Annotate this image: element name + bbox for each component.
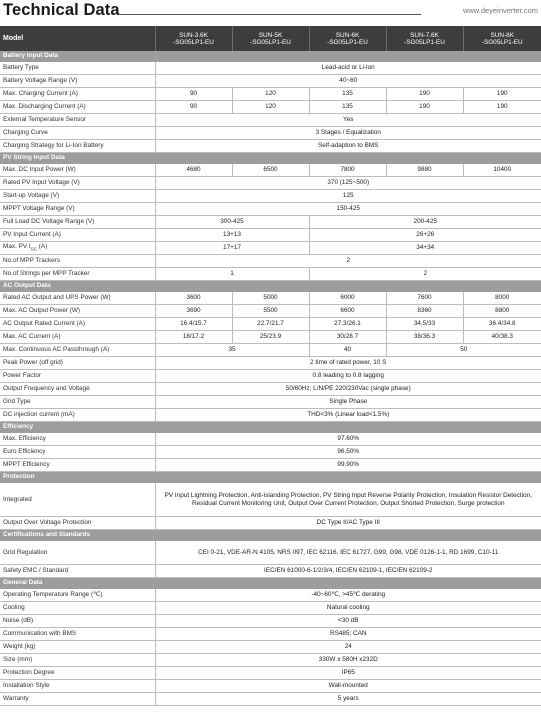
spec-row [0,383,541,396]
spec-value: 25/23.9 [232,331,309,344]
spec-label-text: Cooling [3,603,25,611]
section-header-row [0,51,541,62]
spec-label-text: Safety EMC / Standard [3,566,69,574]
spec-row [0,409,541,422]
spec-value: 90 [155,88,232,101]
spec-row [0,216,541,229]
spec-value: DC Type II/AC Type III [155,517,541,530]
spec-value: 38/36.3 [386,331,463,344]
section-title: AC Output Data [0,281,541,293]
spec-row [0,318,541,331]
spec-value: 35 [155,344,309,357]
spec-label-text: Warranty [3,694,29,702]
spec-label [0,409,155,422]
spec-row [0,667,541,680]
spec-label-unit: (A) [36,242,48,250]
spec-label [0,396,155,409]
spec-label [0,242,155,255]
section-header-row [0,530,541,542]
spec-value: Self-adaption to BMS [155,140,541,153]
spec-row [0,164,541,177]
spec-label-text: Full Load DC Voltage Range (V) [3,217,95,225]
model-header-cell [155,26,232,51]
spec-value: RS485; CAN [155,628,541,641]
spec-row [0,177,541,190]
model-header-cell [309,26,386,51]
spec-label-text: AC Output Rated Current (A) [3,319,86,327]
spec-label [0,589,155,602]
spec-value: 40~60 [155,75,541,88]
spec-label [0,459,155,472]
spec-row [0,305,541,318]
spec-value: 7800 [309,164,386,177]
spec-row [0,331,541,344]
spec-label [0,127,155,140]
model-name: SUN-3.6K [179,31,208,39]
spec-value: 125 [155,190,541,203]
spec-label-text: Start-up Voltage (V) [3,191,60,199]
spec-label-text: Power Factor [3,371,42,379]
spec-label [0,344,155,357]
spec-value: 2 time of rated power, 10 S [155,357,541,370]
spec-label-text: Max. AC Current (A) [3,332,61,340]
spec-label-text: MPPT Efficiency [3,460,50,468]
spec-row [0,255,541,268]
spec-label-text: Battery Type [3,63,39,71]
spec-value: 8360 [386,305,463,318]
spec-value: 8000 [463,292,541,305]
model-header-cell [463,26,541,51]
spec-label [0,667,155,680]
spec-value: 40/38.3 [463,331,541,344]
spec-label-text: External Temperature Sensor [3,115,87,123]
spec-label [0,433,155,446]
spec-row [0,615,541,628]
spec-label [0,615,155,628]
spec-value: 50/60Hz; L/N/PE 220/230Vac (single phase) [155,383,541,396]
spec-value: 90 [155,101,232,114]
section-title: PV String Input Data [0,153,541,165]
spec-label-text: Battery Voltage Range (V) [3,76,78,84]
spec-label-text: PV Input Current (A) [3,230,61,238]
spec-label-text: Output Frequency and Voltage [3,384,90,392]
spec-value: THD<3% (Linear load<1.5%) [155,409,541,422]
spec-row [0,140,541,153]
model-header-label: Model [0,26,155,51]
spec-value: 0.8 leading to 0.8 lagging [155,370,541,383]
spec-value: 190 [463,101,541,114]
model-suffix: -SG05LP1-EU [481,38,523,46]
spec-value: 300-425 [155,216,309,229]
spec-value: 3600 [155,292,232,305]
spec-value: 50 [386,344,541,357]
spec-label [0,292,155,305]
spec-value: Natural cooling [155,602,541,615]
spec-label [0,517,155,530]
spec-row [0,190,541,203]
model-header-cell [386,26,463,51]
section-header-row [0,281,541,293]
spec-label [0,268,155,281]
section-header-row [0,472,541,484]
spec-label [0,216,155,229]
page-title: Technical Data [3,1,120,19]
page-header [0,0,541,26]
spec-value: IP65 [155,667,541,680]
spec-value: 135 [309,101,386,114]
spec-label-text: Installation Style [3,681,50,689]
section-title: General Data [0,578,541,590]
spec-label [0,628,155,641]
spec-value: 22.7/21.7 [232,318,309,331]
spec-label-text: Max. Charging Current (A) [3,89,78,97]
spec-row [0,628,541,641]
spec-row [0,62,541,75]
spec-label-text: Rated PV Input Voltage (V) [3,178,80,186]
spec-label [0,654,155,667]
spec-row [0,203,541,216]
spec-label-text: Max. PV I [3,242,31,250]
spec-label-text: DC injection current (mA) [3,410,75,418]
spec-label-text: Protection Degree [3,668,55,676]
spec-value: 6600 [309,305,386,318]
spec-value: 10400 [463,164,541,177]
spec-label [0,383,155,396]
model-suffix: -SG05LP1-EU [404,38,445,46]
section-header-row [0,422,541,434]
spec-label-text: Integrated [3,495,32,503]
spec-label-text: Max. Discharging Current (A) [3,102,86,110]
spec-label-text: Max. Efficiency [3,434,46,442]
spec-label [0,541,155,565]
spec-label [0,693,155,706]
spec-value: PV Input Lightning Protection, Anti-islanding Protection, PV String Input Reverse Polarity Protection, Insulation Resistor Detection, Residual Current Monitoring Unit, Output Over Current Protection, Output Shorted Protection, Surge protection [155,483,541,517]
spec-row [0,127,541,140]
spec-label-text: Grid Regulation [3,548,48,556]
spec-label [0,101,155,114]
spec-label [0,680,155,693]
spec-label [0,318,155,331]
spec-label [0,88,155,101]
tech-data-table [0,26,541,706]
spec-label-text: MPPT Voltage Range (V) [3,204,75,212]
spec-label [0,357,155,370]
spec-label-text: Euro Efficiency [3,447,46,455]
spec-label-text: No.of MPP Trackers [3,256,61,264]
spec-value: 330W x 580H x232D [155,654,541,667]
spec-value: 8800 [463,305,541,318]
spec-value: 97.60% [155,433,541,446]
spec-row [0,483,541,517]
spec-value: 6000 [309,292,386,305]
spec-value: 17+17 [155,242,309,255]
spec-label [0,75,155,88]
spec-row [0,433,541,446]
spec-row [0,641,541,654]
spec-value: 5 years [155,693,541,706]
website-url: www.deyeinverter.com [462,6,538,15]
section-title: Efficiency [0,422,541,434]
spec-value: 190 [463,88,541,101]
spec-label-text: Size (mm) [3,655,33,663]
spec-label [0,255,155,268]
spec-row [0,654,541,667]
spec-label [0,370,155,383]
spec-row [0,602,541,615]
spec-row [0,344,541,357]
spec-label [0,114,155,127]
spec-label [0,229,155,242]
section-title: Battery Input Data [0,51,541,62]
spec-value: 40 [309,344,386,357]
spec-row [0,268,541,281]
model-header-row [0,26,541,51]
spec-value: IEC/EN 61000-6-1/2/3/4, IEC/EN 62109-1, IEC/EN 62109-2 [155,565,541,578]
spec-value: 1 [155,268,309,281]
spec-row [0,396,541,409]
spec-value: 370 (125~500) [155,177,541,190]
spec-value: 5000 [232,292,309,305]
spec-value: 18/17.2 [155,331,232,344]
section-header-row [0,578,541,590]
spec-label-text: Noise (dB) [3,616,34,624]
spec-value: <30 dB [155,615,541,628]
spec-value: Lead-acid or Li-lon [155,62,541,75]
spec-value: 30/28.7 [309,331,386,344]
spec-row [0,229,541,242]
spec-label-text: Output Over Voltage Protection [3,518,92,526]
model-name: SUN-6K [335,31,360,39]
spec-value: 13+13 [155,229,309,242]
spec-value: 2 [309,268,541,281]
spec-value: 5500 [232,305,309,318]
section-title: Certifications and Standards [0,530,541,542]
spec-value: 150-425 [155,203,541,216]
model-name: SUN-7.6K [410,31,439,39]
model-header-cell [232,26,309,51]
spec-value: 26+26 [309,229,541,242]
spec-label-text: Max. DC Input Power (W) [3,165,76,173]
spec-row [0,693,541,706]
spec-body [0,51,541,706]
spec-value: 135 [309,88,386,101]
section-title: Protection [0,472,541,484]
spec-value: Yes [155,114,541,127]
spec-row [0,88,541,101]
spec-row [0,517,541,530]
spec-value: 120 [232,88,309,101]
spec-label-text: Charging Strategy for Li-Ion Battery [3,141,104,149]
model-suffix: -SG05LP1-EU [327,38,368,46]
spec-label [0,565,155,578]
section-header-row [0,153,541,165]
spec-label [0,177,155,190]
model-name: SUN-8K [490,31,514,39]
model-suffix: -SG05LP1-EU [173,38,214,46]
spec-label-text: Peak Power (off grid) [3,358,63,366]
spec-value: 9880 [386,164,463,177]
spec-row [0,242,541,255]
spec-value: Single Phase [155,396,541,409]
spec-row [0,114,541,127]
spec-label-text: Max. AC Output Power (W) [3,306,81,314]
header-rule [120,14,421,15]
spec-label-text: Max. Continuous AC Passthrough (A) [3,345,110,353]
model-name: SUN-5K [258,31,283,39]
spec-label [0,602,155,615]
spec-label-text: Rated AC Output and UPS Power (W) [3,293,111,301]
spec-label [0,483,155,517]
spec-label-text: Operating Temperature Range (℃) [3,590,103,598]
spec-value: 4680 [155,164,232,177]
spec-label-text: Communication with BMS [3,629,77,637]
spec-row [0,680,541,693]
spec-value: 99.90% [155,459,541,472]
spec-value: 96.50% [155,446,541,459]
spec-row [0,292,541,305]
spec-label [0,446,155,459]
spec-value: 3 Stages / Equalization [155,127,541,140]
spec-value: 36.4/34.8 [463,318,541,331]
spec-label [0,62,155,75]
spec-label-text: Grid Type [3,397,31,405]
spec-label-subscript: SC [30,245,37,251]
spec-label-text: No.of Strings per MPP Tracker [3,269,90,277]
spec-row [0,565,541,578]
spec-value: 200-425 [309,216,541,229]
model-suffix: -SG05LP1-EU [250,38,291,46]
spec-row [0,459,541,472]
spec-label [0,305,155,318]
spec-value: 7600 [386,292,463,305]
spec-label-text: Charging Curve [3,128,48,136]
spec-value: -40~60℃, >45℃ derating [155,589,541,602]
spec-label [0,203,155,216]
spec-row [0,446,541,459]
spec-value: 190 [386,88,463,101]
spec-row [0,357,541,370]
spec-label [0,140,155,153]
spec-value: 3690 [155,305,232,318]
spec-value: 2 [155,255,541,268]
spec-label-text: Weight (kg) [3,642,36,650]
spec-value: CEI 0-21, VDE-AR-N 4105, NRS 097, IEC 62116, IEC 61727, G99, G98, VDE 0126-1-1, RD 1699, C10-11 [155,541,541,565]
spec-value: 120 [232,101,309,114]
spec-row [0,541,541,565]
spec-row [0,370,541,383]
spec-value: 27.3/26.1 [309,318,386,331]
spec-value: 34.5/33 [386,318,463,331]
spec-value: Wall-mounted [155,680,541,693]
spec-label [0,641,155,654]
spec-row [0,75,541,88]
spec-label [0,164,155,177]
spec-value: 34+34 [309,242,541,255]
spec-label [0,331,155,344]
spec-value: 24 [155,641,541,654]
spec-value: 6500 [232,164,309,177]
spec-label [0,190,155,203]
spec-value: 16.4/15.7 [155,318,232,331]
spec-row [0,101,541,114]
spec-value: 190 [386,101,463,114]
spec-row [0,589,541,602]
